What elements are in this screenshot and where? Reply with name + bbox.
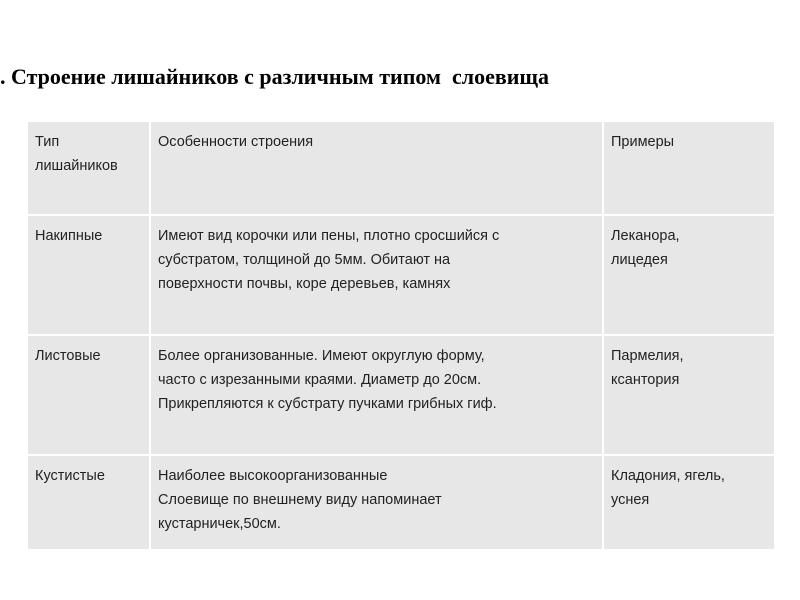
- cell-lichen-type: Накипные: [27, 215, 150, 335]
- page-title: . Строение лишайников с различным типом слоевища: [0, 64, 549, 89]
- cell-structure-features: Наиболее высокоорганизованные Слоевище по внешнему виду напоминает кустарничек,50см.: [150, 455, 603, 550]
- table-row: [27, 215, 775, 335]
- table-header-row: [27, 121, 775, 215]
- table-row: [27, 335, 775, 455]
- cell-lichen-type: Кустистые: [27, 455, 150, 550]
- table-row: [27, 455, 775, 550]
- cell-examples: Кладония, ягель, уснея: [603, 455, 775, 550]
- header-cell-examples: Примеры: [603, 121, 775, 215]
- cell-lichen-type: Листовые: [27, 335, 150, 455]
- lichen-structure-table: [26, 120, 776, 551]
- cell-structure-features: Имеют вид корочки или пены, плотно сросшийся с субстратом, толщиной до 5мм. Обитают на поверхности почвы, коре деревьев, камнях: [150, 215, 603, 335]
- header-cell-features: Особенности строения: [150, 121, 603, 215]
- cell-examples: Леканора, лицедея: [603, 215, 775, 335]
- cell-structure-features: Более организованные. Имеют округлую форму, часто с изрезанными краями. Диаметр до 20см. Прикрепляются к субстрату пучками грибных гиф.: [150, 335, 603, 455]
- header-cell-type: Тип лишайников: [27, 121, 150, 215]
- cell-examples: Пармелия, ксантория: [603, 335, 775, 455]
